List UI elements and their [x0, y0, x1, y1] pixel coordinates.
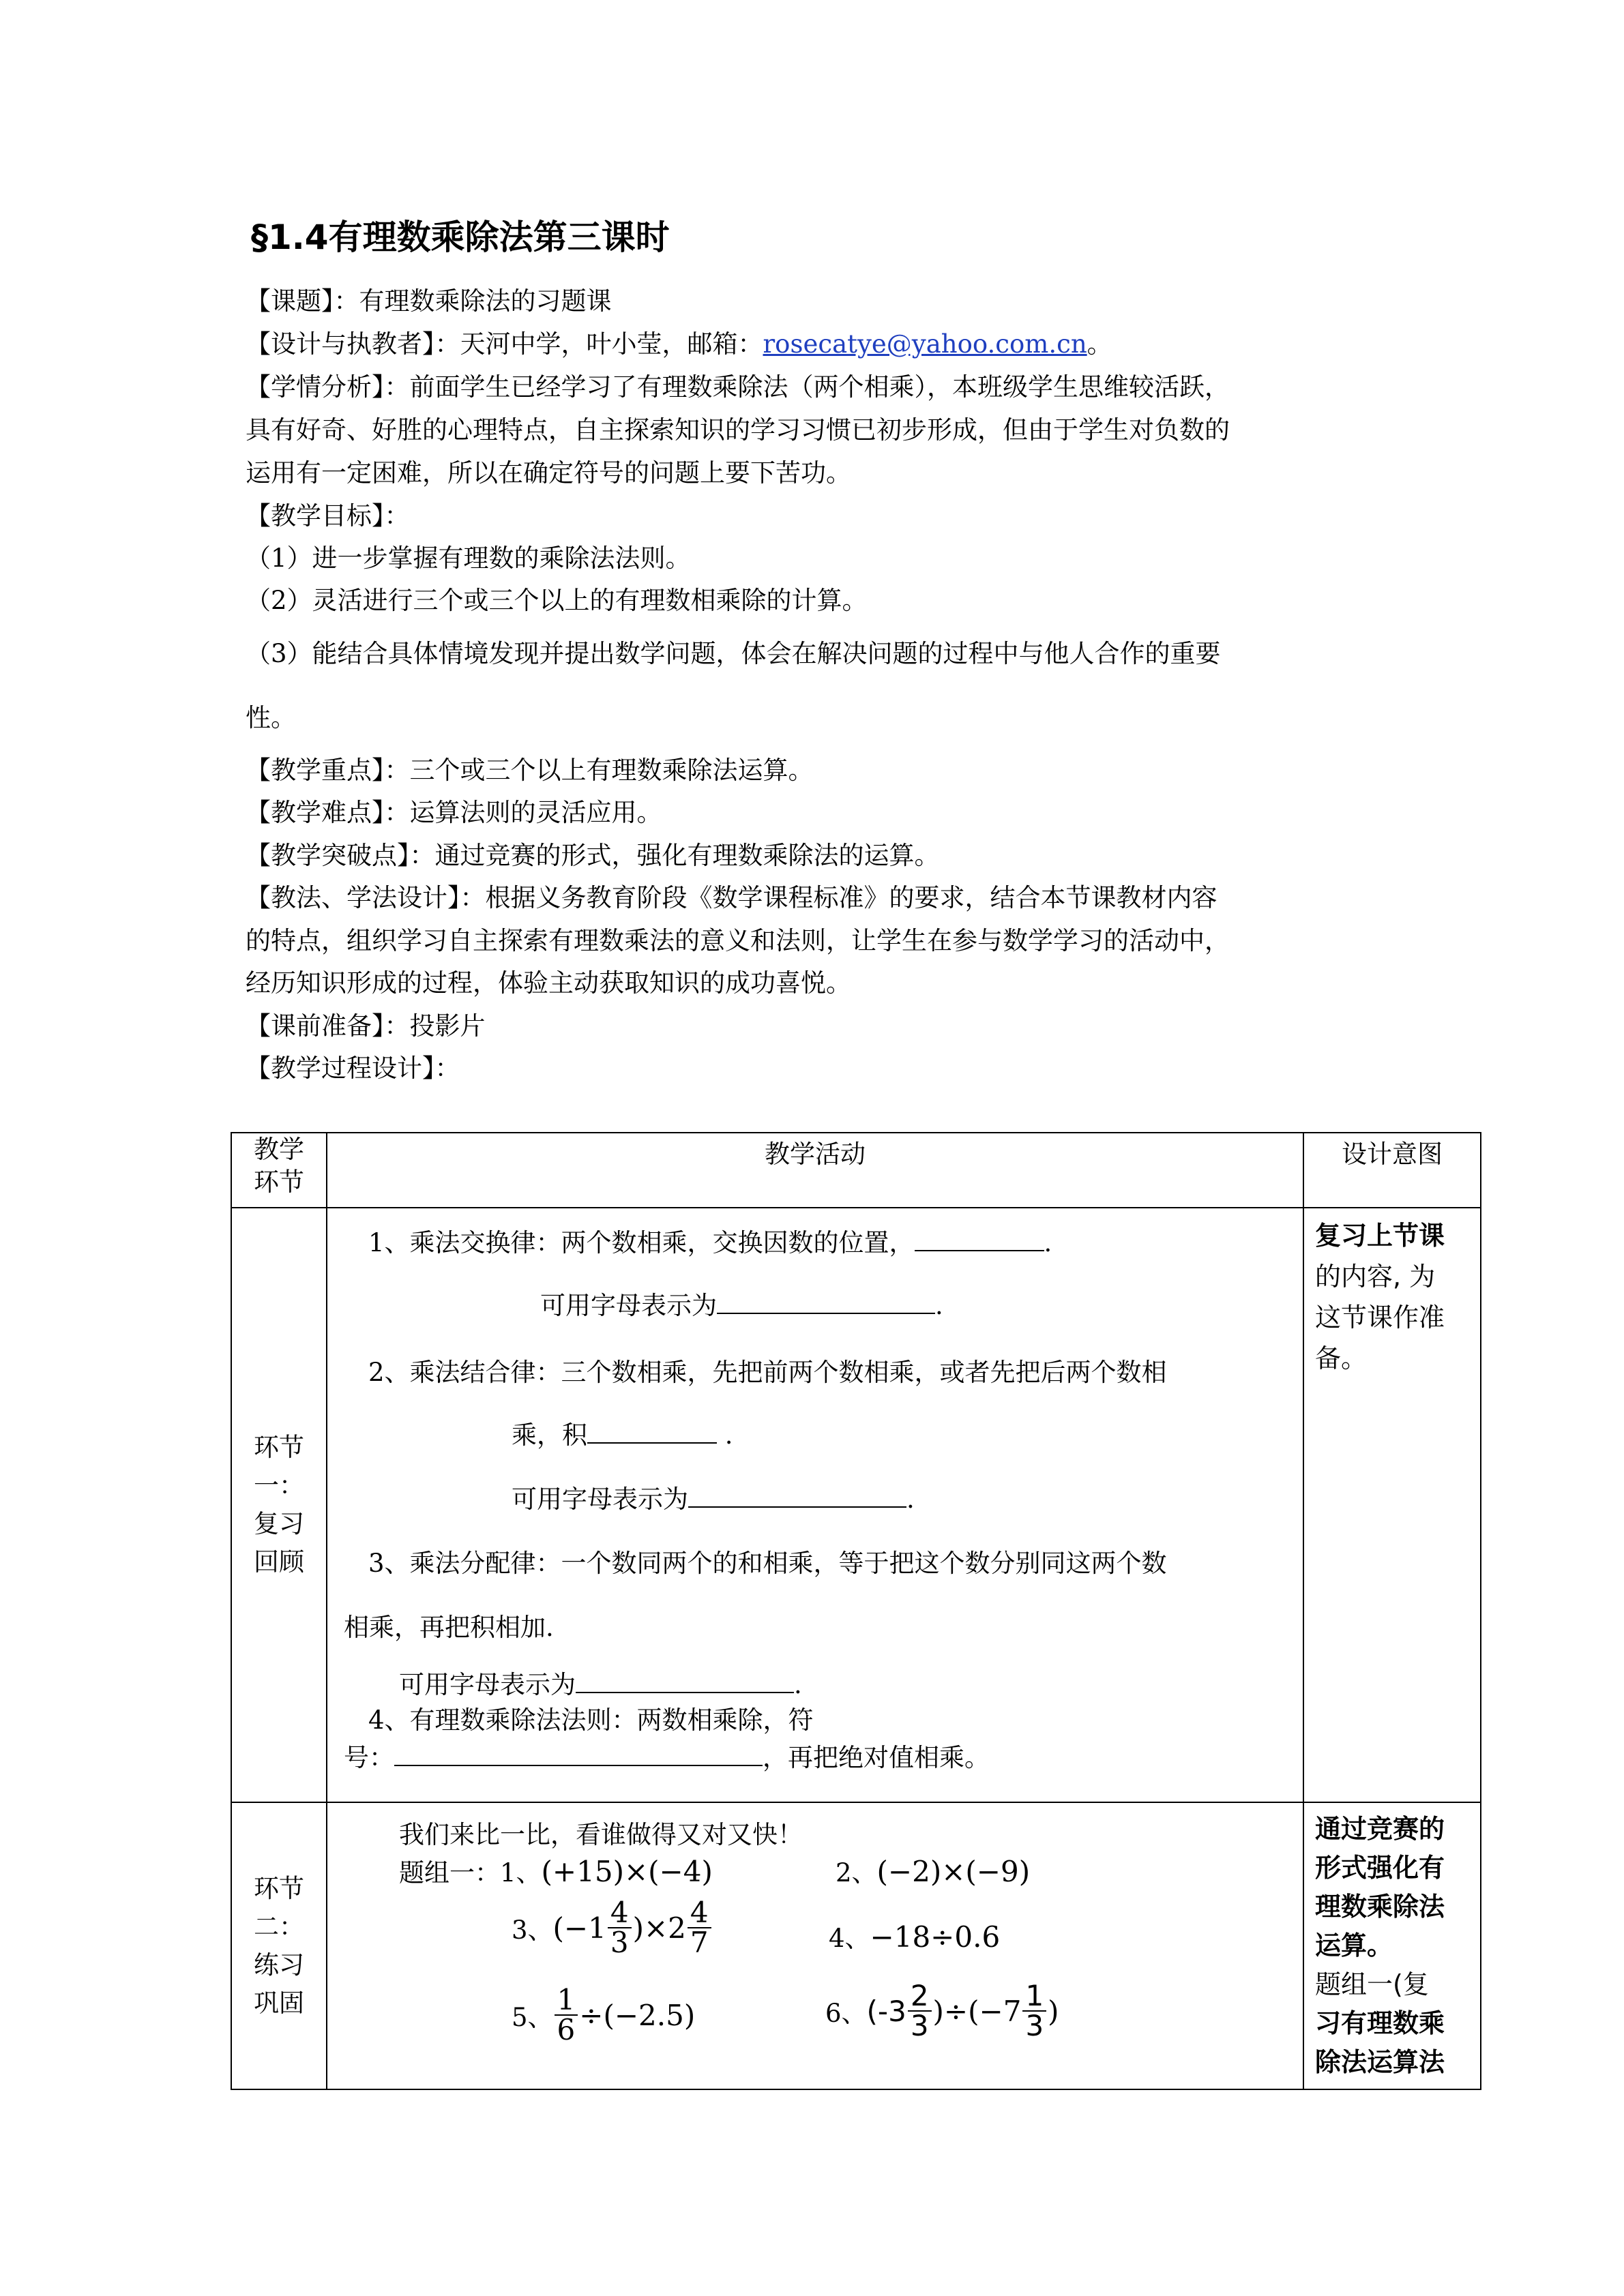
prep-label: 【课前准备】	[246, 1011, 385, 1041]
problem-2: (−2)×(−9)	[876, 1855, 1031, 1888]
stage-review-2: 一：	[254, 1471, 304, 1500]
header-activity: 教学活动	[327, 1133, 1303, 1208]
problem-6-end: )	[1048, 1994, 1059, 2028]
stage-review	[231, 1208, 327, 1802]
law-commutative: 1、乘法交换律：两个数相乘，交换因数的位置， .	[368, 1228, 1052, 1257]
problem-4-line	[829, 1918, 1000, 1954]
analysis-line-1	[246, 372, 1230, 402]
activity-review	[327, 1208, 1303, 1802]
intent-practice-6: 习有理数乘	[1315, 2008, 1445, 2038]
intent-practice-4: 运算。	[1315, 1930, 1393, 1960]
intent-practice-3: 理数乘除法	[1315, 1892, 1445, 1922]
difficulty-label: 【教学难点】	[246, 798, 385, 827]
problem-5-line	[512, 1983, 696, 2046]
law-distributive-formula: 可用字母表示为 .	[399, 1670, 802, 1699]
key-text: ：三个或三个以上有理数乘除法运算。	[384, 756, 814, 785]
analysis-line-3: 运用有一定困难，所以在确定符号的问题上要下苦功。	[246, 458, 851, 488]
problem-6-fraction-1: $\frac{2}{3}$	[908, 1982, 932, 2040]
blank-1[interactable]	[915, 1229, 1044, 1251]
designer-line	[246, 329, 1112, 359]
problem-3-fraction-2: $\frac{4}{7}$	[688, 1898, 711, 1957]
problem-3-fraction-1: $\frac{4}{3}$	[608, 1898, 632, 1957]
goals-label: 【教学目标】：	[246, 501, 410, 531]
group-label: 题组一：	[399, 1858, 500, 1888]
difficulty-line	[246, 798, 662, 828]
method-label: 【教法、学法设计】	[246, 883, 460, 912]
problem-6-number: 6、	[825, 1999, 867, 2028]
analysis-text-1: ：前面学生已经学习了有理数乘除法（两个相乘），本班级学生思维较活跃，	[384, 372, 1230, 402]
header-stage-2: 环节	[254, 1167, 304, 1197]
intent-practice-5: 题组一(复	[1315, 1969, 1429, 1999]
breakthrough-label: 【教学突破点】	[246, 841, 410, 870]
problem-4: −18÷0.6	[870, 1920, 1001, 1954]
method-line-1	[246, 883, 1217, 913]
teaching-process-table	[231, 1132, 1481, 2090]
intent-review	[1303, 1208, 1481, 1802]
problem-5-fraction: $\frac{1}{6}$	[555, 1986, 578, 2044]
header-stage-1: 教学	[254, 1135, 304, 1164]
intent-practice-7: 除法运算法	[1315, 2047, 1445, 2077]
table-row-review	[231, 1208, 1481, 1802]
stage-practice-3: 练习	[254, 1950, 304, 1980]
law-associative-formula: 可用字母表示为 .	[512, 1485, 915, 1514]
law-distributive: 3、乘法分配律：一个数同两个的和相乘，等于把这个数分别同这两个数	[368, 1549, 1167, 1578]
header-intent: 设计意图	[1303, 1133, 1481, 1208]
problem-2-number: 2、	[836, 1858, 877, 1888]
breakthrough-text: ：通过竞赛的形式，强化有理数乘除法的运算。	[409, 841, 940, 870]
problem-6-line	[825, 1979, 1059, 2042]
problem-6-mid: )÷(−7	[932, 1994, 1022, 2028]
law-associative: 2、乘法结合律：三个数相乘，先把前两个数相乘，或者先把后两个数相	[368, 1358, 1167, 1387]
email-end: 。	[1087, 329, 1112, 359]
problem-3-line	[512, 1898, 713, 1957]
stage-practice-1: 环节	[254, 1873, 304, 1903]
intent-practice	[1303, 1802, 1481, 2089]
prep-line	[246, 1011, 486, 1041]
problem-3-mid: )×2	[632, 1911, 686, 1945]
activity-practice	[327, 1802, 1303, 2089]
key-line	[246, 756, 814, 786]
law-commutative-formula: 可用字母表示为 .	[540, 1291, 943, 1320]
intent-practice-1: 通过竞赛的	[1315, 1814, 1445, 1844]
topic-line	[246, 286, 612, 316]
problem-5-number: 5、	[512, 2003, 553, 2032]
goal-3b: 性。	[246, 703, 296, 732]
topic-label: 【课题】	[246, 286, 334, 316]
stage-review-1: 环节	[254, 1433, 304, 1462]
process-label: 【教学过程设计】：	[246, 1054, 460, 1083]
stage-review-4: 回顾	[254, 1547, 304, 1577]
difficulty-text: ：运算法则的灵活应用。	[384, 798, 662, 827]
problem-3-number: 3、	[512, 1915, 553, 1945]
law-distributive-2: 相乘，再把积相加.	[344, 1613, 554, 1642]
method-text-1: ：根据义务教育阶段《数学课程标准》的要求，结合本节课教材内容	[460, 883, 1217, 912]
intent-review-4: 备。	[1315, 1343, 1368, 1373]
blank-3[interactable]	[587, 1422, 717, 1444]
problem-5-post: ÷(−2.5)	[579, 1998, 696, 2032]
stage-practice-2: 二：	[254, 1911, 304, 1941]
goal-1: （1）进一步掌握有理数的乘除法法则。	[246, 543, 691, 573]
stage-review-3: 复习	[254, 1509, 304, 1538]
problem-6-fraction-2: $\frac{1}{3}$	[1022, 1982, 1046, 2040]
header-stage	[231, 1133, 327, 1208]
prep-text: ：投影片	[384, 1011, 486, 1041]
rule-mul-div: 4、有理数乘除法法则：两数相乘除，符	[368, 1705, 814, 1735]
designer-label: 【设计与执教者】	[246, 329, 435, 359]
practice-group	[399, 1852, 713, 1889]
problem-3-pre: (−1	[552, 1911, 606, 1945]
intent-practice-2: 形式强化有	[1315, 1853, 1445, 1883]
blank-6[interactable]	[394, 1744, 763, 1766]
problem-2-line	[836, 1852, 1030, 1889]
analysis-line-2: 具有好奇、好胜的心理特点，自主探索知识的学习习惯已初步形成，但由于学生对负数的	[246, 415, 1230, 445]
page-title: §1.4有理数乘除法第三课时	[251, 218, 670, 257]
method-line-2: 的特点，组织学习自主探索有理数乘法的意义和法则，让学生在参与数学学习的活动中，	[246, 926, 1230, 955]
problem-4-number: 4、	[829, 1924, 870, 1953]
breakthrough-line	[246, 841, 940, 871]
blank-4[interactable]	[688, 1486, 906, 1508]
designer-text: ：天河中学，叶小莹，邮箱：	[434, 329, 763, 359]
blank-5[interactable]	[576, 1671, 794, 1693]
stage-practice	[231, 1802, 327, 2089]
topic-text: ：有理数乘除法的习题课	[334, 286, 612, 316]
practice-intro: 我们来比一比，看谁做得又对又快！	[399, 1820, 803, 1849]
intent-review-1: 复习上节课	[1315, 1221, 1445, 1251]
law-associative-2: 乘，积 .	[512, 1420, 733, 1450]
table-header-row	[231, 1133, 1481, 1208]
intent-review-3: 这节课作准	[1315, 1302, 1445, 1332]
table-row-practice	[231, 1802, 1481, 2089]
analysis-label: 【学情分析】	[246, 372, 385, 402]
problem-1: (+15)×(−4)	[541, 1855, 713, 1888]
rule-mul-div-2: 号： ，再把绝对值相乘。	[344, 1743, 990, 1772]
method-line-3: 经历知识形成的过程，体验主动获取知识的成功喜悦。	[246, 968, 851, 998]
stage-practice-4: 巩固	[254, 1988, 304, 2018]
problem-1-number: 1、	[500, 1858, 542, 1888]
goal-3a: （3）能结合具体情境发现并提出数学问题，体会在解决问题的过程中与他人合作的重要	[246, 639, 1221, 668]
goal-2: （2）灵活进行三个或三个以上的有理数相乘除的计算。	[246, 586, 868, 615]
problem-6-pre: (-3	[866, 1994, 906, 2028]
intent-review-2: 的内容, 为	[1315, 1262, 1436, 1292]
key-label: 【教学重点】	[246, 756, 385, 785]
blank-2[interactable]	[717, 1292, 935, 1314]
email-link[interactable]: rosecatye@yahoo.com.cn	[763, 329, 1087, 359]
